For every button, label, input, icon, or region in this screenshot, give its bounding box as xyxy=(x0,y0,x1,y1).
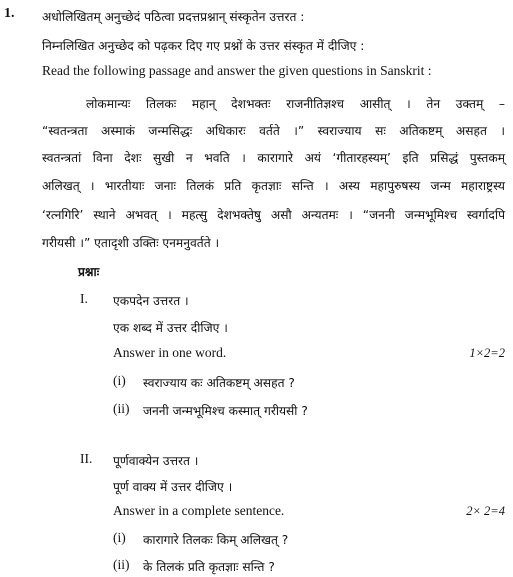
passage-line: स्वतन्त्रतां विना देशः सुखी न भवति । कारागारे अयं ‘गीतारहस्यम्’ इति प्रसिद्धं पुस्तकम् xyxy=(42,151,505,165)
section-title-hindi: पूर्ण वाक्य में उत्तर दीजिए । xyxy=(113,480,233,494)
passage-line: ‘रत्नगिरि’ स्थाने अभवत् । महत्सु देशभक्तेषु असौ अन्यतमः । “जननी जन्मभूमिश्च स्वर्गादपि xyxy=(42,208,505,222)
item-label: (i) xyxy=(113,373,126,388)
section-marks: 1×2=2 xyxy=(469,346,505,360)
item-text: स्वराज्याय कः अतिकष्टम् असहत ? xyxy=(143,376,295,390)
section-title-english: Answer in one word. xyxy=(113,345,227,360)
item-text: जननी जन्मभूमिश्च कस्मात् गरीयसी ? xyxy=(143,404,308,418)
passage-line: अलिखत् । भारतीयाः जनाः तिलकं प्रति कृतज्ञाः सन्ति । अस्य महापुरुषस्य जन्म महाराष्ट्रस्य xyxy=(42,179,505,193)
section-numeral: I. xyxy=(80,291,88,306)
question-number: 1. xyxy=(4,6,15,21)
instruction-hindi: निम्नलिखित अनुच्छेद को पढ़कर दिए गए प्रश्नों के उत्तर संस्कृत में दीजिए : xyxy=(42,39,365,53)
questions-heading: प्रश्नाः xyxy=(78,265,100,279)
item-label: (ii) xyxy=(113,557,130,572)
section-numeral: II. xyxy=(80,451,93,466)
item-text: के तिलकं प्रति कृतज्ञाः सन्ति ? xyxy=(143,560,275,574)
passage-line: “स्वतन्त्रता अस्माकं जन्मसिद्धः अधिकारः वर्तते ।” स्वराज्याय सः अतिकष्टम् असहत । xyxy=(42,124,505,138)
section-title-sanskrit: एकपदेन उत्तरत । xyxy=(113,294,189,308)
instruction-sanskrit: अधोलिखितम् अनुच्छेदं पठित्वा प्रदत्तप्रश्नान् संस्कृतेन उत्तरत : xyxy=(42,10,305,24)
section-title-sanskrit: पूर्णवाक्येन उत्तरत । xyxy=(113,454,199,468)
item-label: (ii) xyxy=(113,401,130,416)
section-marks: 2× 2=4 xyxy=(466,504,505,518)
item-text: कारागारे तिलकः किम् अलिखत् ? xyxy=(143,533,289,547)
section-title-english: Answer in a complete sentence. xyxy=(113,503,285,518)
item-label: (i) xyxy=(113,530,126,545)
section-title-hindi: एक शब्द में उत्तर दीजिए । xyxy=(113,321,228,335)
passage-line: गरीयसी ।” एतादृशी उक्तिः एनमनुवर्तते । xyxy=(42,236,220,250)
instruction-english: Read the following passage and answer the given questions in Sanskrit : xyxy=(42,63,432,78)
passage-line: लोकमान्यः तिलकः महान् देशभक्तः राजनीतिज्ञश्च आसीत् । तेन उक्तम् – xyxy=(86,97,505,111)
